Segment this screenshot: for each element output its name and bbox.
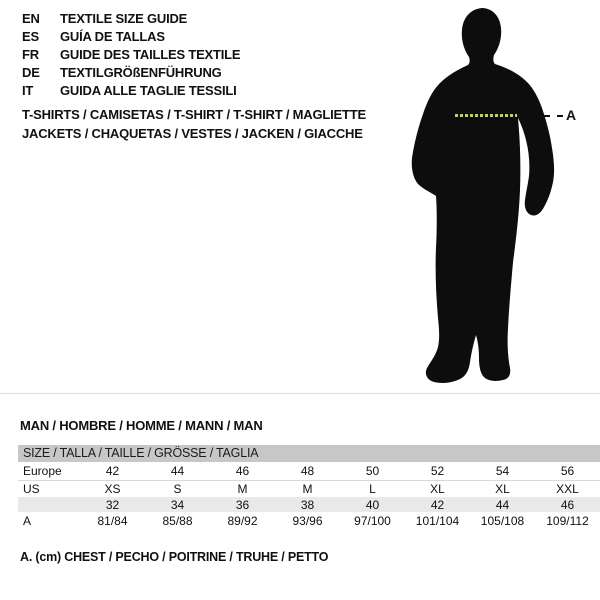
- language-label: TEXTILGRÖßENFÜHRUNG: [60, 65, 222, 80]
- size-cell: XXL: [556, 482, 579, 496]
- size-cell: 89/92: [227, 514, 258, 528]
- chest-measure-dotted-line: [455, 114, 517, 117]
- section-title-man: MAN / HOMBRE / HOMME / MANN / MAN: [20, 418, 263, 433]
- size-cell: XL: [495, 482, 510, 496]
- row-label: US: [23, 482, 40, 496]
- size-cell: 50: [365, 464, 380, 478]
- size-table-header: SIZE / TALLA / TAILLE / GRÖSSE / TAGLIA: [18, 445, 600, 462]
- measurement-footnote: A. (cm) CHEST / PECHO / POITRINE / TRUHE / PETTO: [20, 550, 329, 564]
- size-cell: 85/88: [162, 514, 193, 528]
- size-cell: 46: [235, 464, 250, 478]
- size-cell: 52: [430, 464, 445, 478]
- size-cell: 56: [560, 464, 575, 478]
- size-table-row-europe: [18, 462, 600, 481]
- size-cell: 36: [235, 497, 250, 512]
- chest-measure-dash-pointer: [544, 115, 563, 117]
- row-label: Europe: [23, 464, 62, 478]
- horizontal-divider: [0, 393, 600, 394]
- language-code: IT: [22, 83, 34, 98]
- size-cell: 109/112: [546, 514, 589, 528]
- size-cell: 42: [430, 497, 445, 512]
- size-cell: 54: [495, 464, 510, 478]
- language-label: GUIDA ALLE TAGLIE TESSILI: [60, 83, 237, 98]
- size-cell: 44: [170, 464, 185, 478]
- size-table-row-numeric: [18, 497, 600, 512]
- size-cell: 101/104: [415, 514, 460, 528]
- size-cell: 46: [560, 497, 575, 512]
- size-cell: 48: [300, 464, 315, 478]
- size-cell: 81/84: [97, 514, 128, 528]
- size-cell: 42: [105, 464, 120, 478]
- size-cell: 105/108: [480, 514, 525, 528]
- category-tshirts: T-SHIRTS / CAMISETAS / T-SHIRT / T-SHIRT / MAGLIETTE: [22, 107, 366, 122]
- language-label: TEXTILE SIZE GUIDE: [60, 11, 188, 26]
- size-cell: 97/100: [354, 514, 391, 528]
- size-cell: 34: [170, 497, 185, 512]
- size-cell: 44: [495, 497, 510, 512]
- size-cell: XL: [430, 482, 445, 496]
- language-code: ES: [22, 29, 39, 44]
- size-cell: 93/96: [292, 514, 323, 528]
- size-cell: XS: [104, 482, 121, 496]
- size-cell: 38: [300, 497, 315, 512]
- row-label: A: [23, 514, 32, 528]
- language-label: GUÍA DE TALLAS: [60, 29, 165, 44]
- language-code: FR: [22, 47, 39, 62]
- size-cell: S: [173, 482, 182, 496]
- size-table: [18, 445, 600, 530]
- size-cell: M: [237, 482, 248, 496]
- size-table-row-chest-cm: [18, 512, 600, 530]
- language-label: GUIDE DES TAILLES TEXTILE: [60, 47, 241, 62]
- size-cell: M: [302, 482, 313, 496]
- size-cell: 40: [365, 497, 380, 512]
- category-jackets: JACKETS / CHAQUETAS / VESTES / JACKEN / GIACCHE: [22, 126, 363, 141]
- size-cell: 32: [105, 497, 120, 512]
- size-cell: L: [369, 482, 376, 496]
- chest-measure-label: A: [566, 107, 577, 123]
- language-code: DE: [22, 65, 40, 80]
- language-code: EN: [22, 11, 40, 26]
- size-table-row-us: [18, 481, 600, 497]
